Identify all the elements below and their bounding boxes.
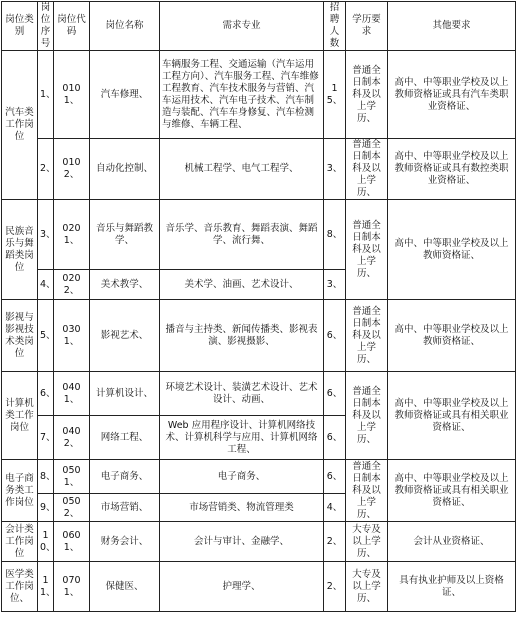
seq-cell: 2、 <box>38 139 54 200</box>
category-cell: 电子商务类工作岗位 <box>2 460 38 522</box>
code-cell: 0502、 <box>54 494 90 522</box>
major-cell: 市场营销类、物流管理类 <box>160 494 324 522</box>
seq-cell: 5、 <box>38 300 54 372</box>
major-cell: 车辆服务工程、交通运输（汽车运用工程方向）、汽车服务工程、汽车维修工程教育、汽车技术服务与营销、汽车运用技术、汽车电子技术、汽车制造与装配、汽车车身修复、汽车检测与维修、车辆工程、 <box>160 51 324 139</box>
edu-cell: 普通全日制本科及以上学历、 <box>346 139 388 200</box>
major-cell: 电子商务、 <box>160 460 324 494</box>
edu-cell: 大专及以上学历、 <box>346 562 388 612</box>
table-row <box>2 372 516 416</box>
count-cell: 2、 <box>324 522 346 562</box>
seq-cell: 1、 <box>38 51 54 139</box>
code-cell: 0402、 <box>54 416 90 460</box>
name-cell: 计算机设计、 <box>90 372 160 416</box>
table-row <box>2 200 516 270</box>
recruitment-table <box>1 1 516 612</box>
count-cell: 4、 <box>324 494 346 522</box>
edu-cell: 普通全日制本科及以上学历、 <box>346 460 388 522</box>
other-cell: 会计从业资格证、 <box>388 522 516 562</box>
seq-cell: 6、 <box>38 372 54 416</box>
seq-cell: 10、 <box>38 522 54 562</box>
name-cell: 影视艺术、 <box>90 300 160 372</box>
code-cell: 0601、 <box>54 522 90 562</box>
code-cell: 0401、 <box>54 372 90 416</box>
table-row <box>2 562 516 612</box>
seq-cell: 11、 <box>38 562 54 612</box>
count-cell: 3、 <box>324 139 346 200</box>
header-cell: 学历要求 <box>346 2 388 51</box>
count-cell: 6、 <box>324 416 346 460</box>
other-cell: 高中、中等职业学校及以上教师资格证或具有汽车类职业资格证、 <box>388 51 516 139</box>
major-cell: Web 应用程序设计、计算机网络技术、计算机科学与应用、计算机网络工程、 <box>160 416 324 460</box>
edu-cell: 大专及以上学历、 <box>346 522 388 562</box>
table-row <box>2 522 516 562</box>
code-cell: 0101、 <box>54 51 90 139</box>
category-cell: 计算机类工作岗位 <box>2 372 38 460</box>
edu-cell: 普通全日制本科及以上学历、 <box>346 51 388 139</box>
code-cell: 0301、 <box>54 300 90 372</box>
name-cell: 财务会计、 <box>90 522 160 562</box>
other-cell: 高中、中等职业学校及以上教师资格证或具有相关职业资格证、 <box>388 372 516 460</box>
major-cell: 会计与审计、金融学、 <box>160 522 324 562</box>
code-cell: 0501、 <box>54 460 90 494</box>
other-cell: 高中、中等职业学校及以上教师资格证或具有数控类职业资格证、 <box>388 139 516 200</box>
edu-cell: 普通全日制本科及以上学历、 <box>346 200 388 300</box>
header-cell: 岗位代码 <box>54 2 90 51</box>
name-cell: 美术教学、 <box>90 270 160 300</box>
code-cell: 0102、 <box>54 139 90 200</box>
other-cell: 具有执业护师及以上资格证、 <box>388 562 516 612</box>
category-cell: 影视与影视技术类岗位 <box>2 300 38 372</box>
edu-cell: 普通全日制本科及以上学历、 <box>346 372 388 460</box>
category-cell: 民族音乐与舞蹈类岗位 <box>2 200 38 300</box>
category-cell: 医学类工作岗位、 <box>2 562 38 612</box>
name-cell: 音乐与舞蹈教学、 <box>90 200 160 270</box>
major-cell: 机械工程学、电气工程学、 <box>160 139 324 200</box>
table-row <box>2 139 516 200</box>
name-cell: 网络工程、 <box>90 416 160 460</box>
table-row <box>2 51 516 139</box>
category-cell: 汽车类工作岗位 <box>2 51 38 200</box>
other-cell: 高中、中等职业学校及以上教师资格证、 <box>388 300 516 372</box>
count-cell: 15、 <box>324 51 346 139</box>
count-cell: 3、 <box>324 270 346 300</box>
count-cell: 6、 <box>324 372 346 416</box>
major-cell: 音乐学、音乐教育、舞蹈表演、舞蹈学、流行舞、 <box>160 200 324 270</box>
major-cell: 播音与主持类、新闻传播类、影视表演、影视摄影、 <box>160 300 324 372</box>
name-cell: 自动化控制、 <box>90 139 160 200</box>
seq-cell: 4、 <box>38 270 54 300</box>
other-cell: 高中、中等职业学校及以上教师资格证、 <box>388 200 516 300</box>
seq-cell: 7、 <box>38 416 54 460</box>
name-cell: 市场营销、 <box>90 494 160 522</box>
code-cell: 0202、 <box>54 270 90 300</box>
edu-cell: 普通全日制本科及以上学历、 <box>346 300 388 372</box>
header-cell: 招聘人数 <box>324 2 346 51</box>
name-cell: 电子商务、 <box>90 460 160 494</box>
other-cell: 高中、中等职业学校及以上教师资格证或具有相关职业资格证、 <box>388 460 516 522</box>
header-cell: 岗位序号 <box>38 2 54 51</box>
count-cell: 6、 <box>324 460 346 494</box>
category-cell: 会计类工作岗位 <box>2 522 38 562</box>
major-cell: 环境艺术设计、装潢艺术设计、艺术设计、动画、 <box>160 372 324 416</box>
table-row <box>2 460 516 494</box>
count-cell: 2、 <box>324 562 346 612</box>
table-row <box>2 300 516 372</box>
name-cell: 汽车修理、 <box>90 51 160 139</box>
seq-cell: 9、 <box>38 494 54 522</box>
header-cell: 其他要求 <box>388 2 516 51</box>
seq-cell: 3、 <box>38 200 54 270</box>
code-cell: 0201、 <box>54 200 90 270</box>
major-cell: 美术学、油画、艺术设计、 <box>160 270 324 300</box>
header-row <box>2 2 516 51</box>
count-cell: 8、 <box>324 200 346 270</box>
name-cell: 保健医、 <box>90 562 160 612</box>
count-cell: 6、 <box>324 300 346 372</box>
seq-cell: 8、 <box>38 460 54 494</box>
header-cell: 岗位名称 <box>90 2 160 51</box>
code-cell: 0701、 <box>54 562 90 612</box>
major-cell: 护理学、 <box>160 562 324 612</box>
header-cell: 岗位类别 <box>2 2 38 51</box>
header-cell: 需求专业 <box>160 2 324 51</box>
